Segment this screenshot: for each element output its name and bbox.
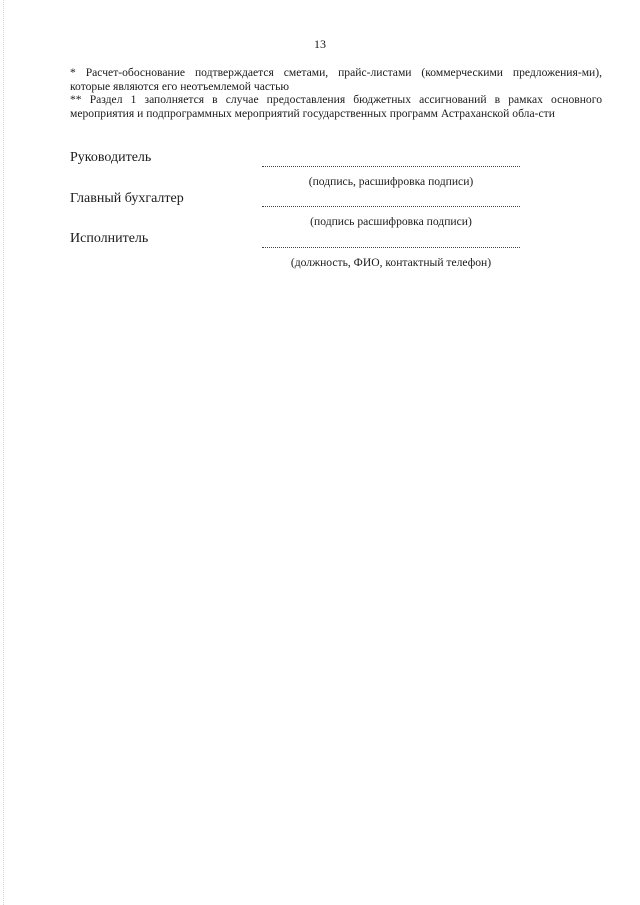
scan-edge-artifact [3, 0, 4, 905]
footnotes [70, 66, 602, 120]
signature-line [262, 166, 520, 167]
signature-line [262, 247, 520, 248]
signature-caption: (подпись расшифровка подписи) [310, 215, 472, 228]
footnote-estimate: * Расчет-обоснование подтверждается сметами, прайс-листами (коммерческими предложения-ми), которые являются его неотъемлемой частью [70, 66, 602, 93]
signature-label: Руководитель [70, 150, 152, 165]
page-number: 13 [314, 37, 326, 51]
signature-label: Главный бухгалтер [70, 191, 184, 206]
signature-line [262, 206, 520, 207]
footnote-section-1: ** Раздел 1 заполняется в случае предоставления бюджетных ассигнований в рамках основного мероприятия и подпрограммных мероприятий государственных программ Астраханской обла-сти [70, 93, 602, 120]
signature-label: Исполнитель [70, 231, 149, 246]
signature-caption: (должность, ФИО, контактный телефон) [290, 256, 492, 269]
signature-caption: (подпись, расшифровка подписи) [308, 175, 474, 188]
